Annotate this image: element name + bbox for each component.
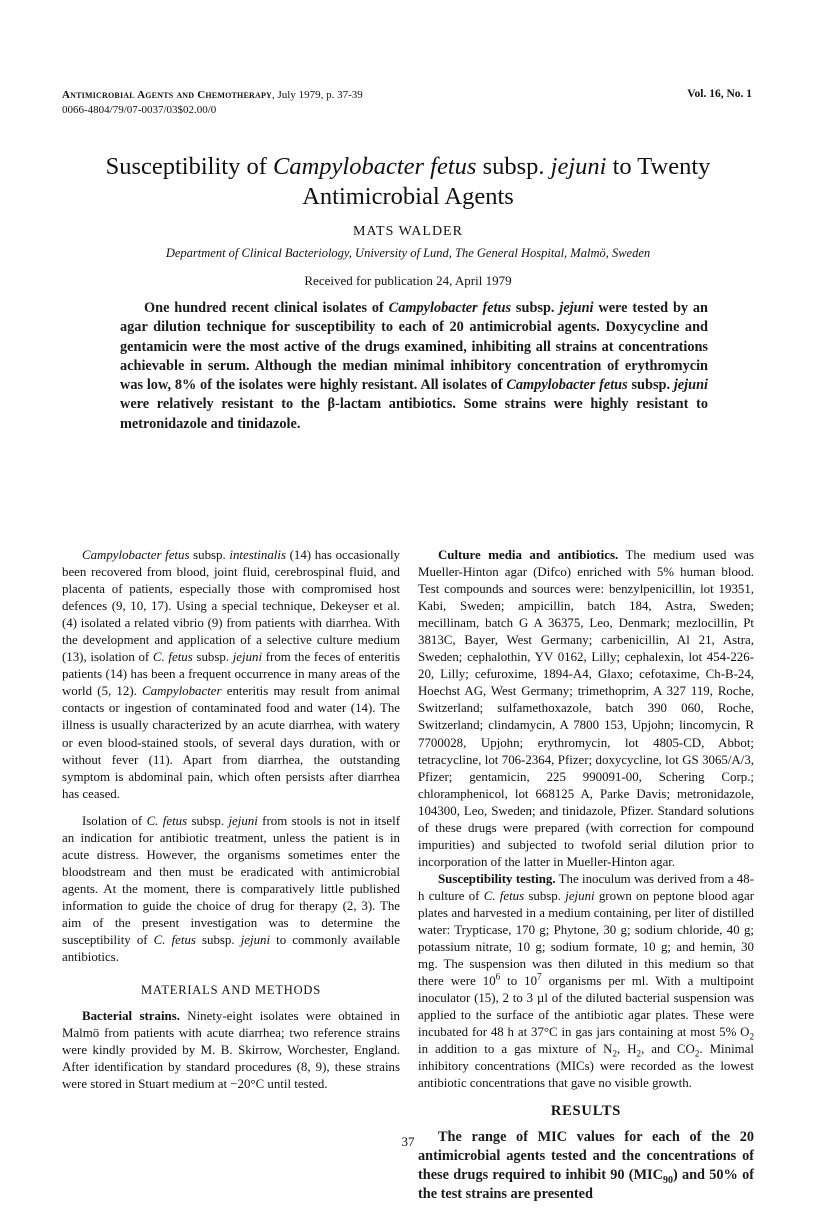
- running-header: [62, 88, 363, 118]
- intro-paragraph-1: Campylobacter fetus subsp. intestinalis (14) has occasionally been recovered from blood, joint fluid, cerebrospinal fluid, and placenta of patients, especially those with compromised host defences (9, 10, 17). Using a special technique, Dekeyser et al. (4) isolated a related vibrio (9) from patients with diarrhea. With the development and application of a selective culture medium (13), isolation of C. fetus subsp. jejuni from the feces of enteritis patients (14) has been a frequent occurrence in many areas of the world (5, 12). Campylobacter enteritis may result from animal contacts or ingestion of contaminated food and water (14). The illness is usually characterized by an acute diarrhea, with watery or even blood-stained stools, of several days duration, with or without fever (11). Apart from diarrhea, the outstanding symptom is abdominal pain, which often persists after diarrhea has ceased.: [62, 548, 401, 801]
- issue-date-pages: , July 1979, p. 37-39: [272, 89, 363, 101]
- received-date: Received for publication 24, April 1979: [304, 273, 512, 288]
- author-name: MATS WALDER: [353, 224, 463, 239]
- volume-number: Vol. 16, No. 1: [687, 88, 752, 100]
- results-paragraph: The range of MIC values for each of the 20 antimicrobial agents tested and the concentrations of these drugs required to inhibit 90 $(MIC_{90})$ and 50% of the test strains are presented: [418, 1128, 754, 1202]
- author-affiliation: Department of Clinical Bacteriology, University of Lund, The General Hospital, Malmö, Sweden: [165, 246, 651, 260]
- methods-paragraph-media: Culture media and antibiotics. The medium used was Mueller-Hinton agar (Difco) enriched with 5% human blood. Test compounds and sources were: benzylpenicillin, lot 19351, Kabi, Sweden; ampicillin, batch 184, Astra, Sweden; mecillinam, batch G A 36375, Leo, Denmark; mezlocillin, Pt 3813C, Bayer, West Germany; carbenicillin, Al 21, Astra, Sweden; cephalothin, YV 0162, Lilly; cephalexin, lot 454-226-20, Lilly; cefuroxime, 1894-A4, Glaxo; cefotaxime, Ch-B-24, Hoechst AG, West Germany; trimethoprim, A 327 119, Roche, Switzerland; sulfamethoxazole, batch 390 060, Roche, Switzerland; clindamycin, A 7800 153, Upjohn; lincomycin, R 7700028, Upjohn; erythromycin, lot 4805-CD, Abbot; tetracycline, lot 706-2364, Pfizer; doxycycline, lot GS 3065/A/3, Pfizer; gentamicin, 225 990091-00, Schering Corp.; chloramphenicol, lot 668125 A, Parke Davis; metronidazole, 104300, Leo, Sweden; and tinidazole, Pfizer. Standard solutions of these drugs were prepared (with correction for compound impurities) and subjected to twofold serial dilution prior to incorporation of the latter in Mueller-Hinton agar.: [418, 548, 755, 869]
- section-heading-results: RESULTS: [550, 1102, 622, 1119]
- article-code: 0066-4804/79/07-0037/03$02.00/0: [62, 104, 217, 116]
- journal-name: Antimicrobial Agents and Chemotherapy: [62, 89, 273, 101]
- article-title: Susceptibility of Campylobacter fetus subsp. jejuni to Twenty Antimicrobial Agents: [105, 153, 711, 210]
- page-number: 37: [401, 1134, 415, 1149]
- methods-paragraph-susceptibility: Susceptibility testing. The inoculum was derived from a 48-h culture of C. fetus subsp. jejuni grown on peptone blood agar plates and harvested in a medium containing, per liter of distilled water: Trypticase, 170 g; Phytone, 30 g; sodium chloride, 40 g; potassium nitrate, 10 g; sodium formate, 10 g; and hemin, 30 mg. The suspension was then diluted in this medium so that there were $10^6$ to $10^7$ organisms per ml. With a multipoint inoculator (15), 2 to 3 µl of the diluted bacterial suspension was applied to the surface of the antibiotic agar plates. These were incubated for 48 h at 37°C in gas jars containing at most 5% $O_2$ in addition to a gas mixture of $N_2$, $H_2$, and $CO_2$. Minimal inhibitory concentrations (MICs) were recorded as the lowest antibiotic concentrations that gave no visible growth.: [418, 871, 755, 1091]
- right-column: [418, 547, 754, 1204]
- abstract: One hundred recent clinical isolates of Campylobacter fetus subsp. jejuni were tested by an agar dilution technique for susceptibility to each of 20 antimicrobial agents. Doxycycline and gentamicin were the most active of the drugs examined, inhibiting all strains at concentrations achievable in serum. Although the median minimal inhibitory concentration of erythromycin was low, 8% of the isolates were highly resistant. All isolates of Campylobacter fetus subsp. jejuni were relatively resistant to the β-lactam antibiotics. Some strains were highly resistant to metronidazole and tinidazole.: [120, 300, 708, 432]
- section-heading-methods: MATERIALS AND METHODS: [140, 983, 321, 998]
- methods-paragraph-strains: Bacterial strains. Ninety-eight isolates were obtained in Malmö from patients with acute diarrhea; two reference strains were kindly provided by M. B. Skirrow, Worchester, England. After identification by standard procedures (8, 9), these strains were stored in Stuart medium at −20°C until tested.: [62, 1009, 400, 1092]
- intro-paragraph-2: Isolation of C. fetus subsp. jejuni from stools is not in itself an indication for antibiotic treatment, unless the patient is in acute distress. However, the organisms sometimes enter the bloodstream and then must be eradicated with antimicrobial agents. At the moment, there is comparatively little published information to guide the choice of drug for therapy (2, 3). The aim of the present investigation was to determine the susceptibility of C. fetus subsp. jejuni to commonly available antibiotics.: [62, 813, 400, 965]
- left-column: [62, 547, 400, 1093]
